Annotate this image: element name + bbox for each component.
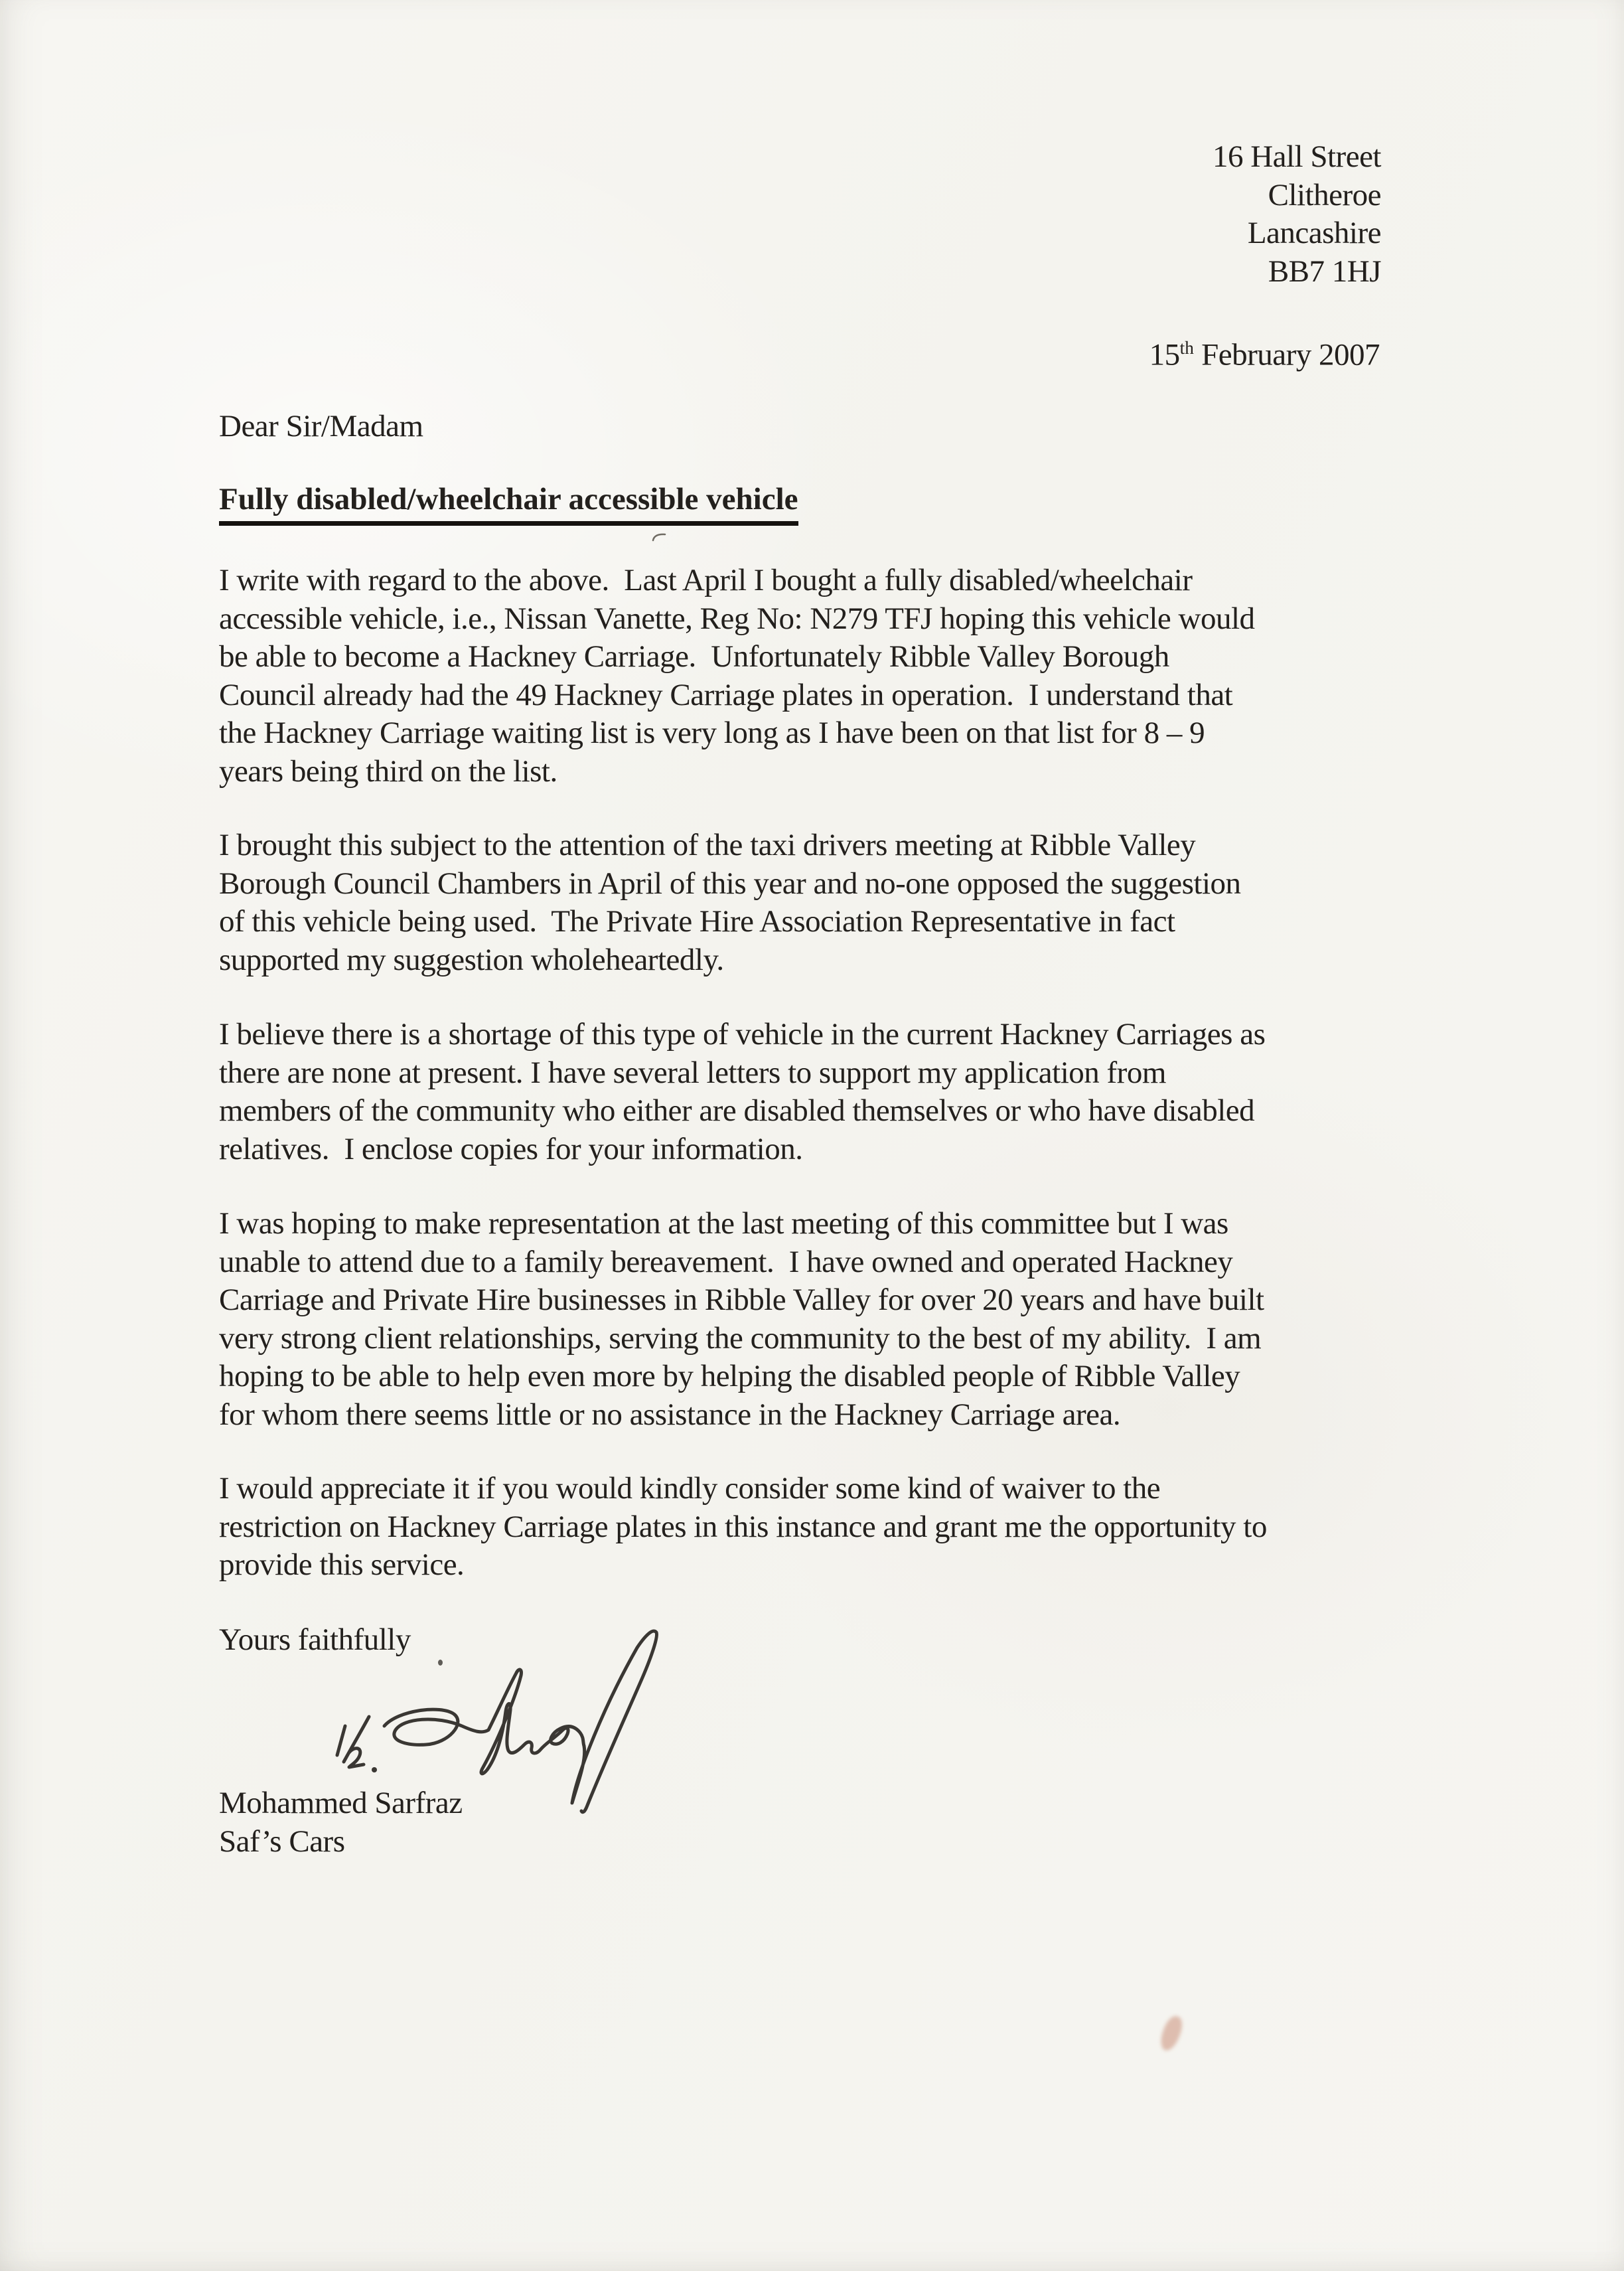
paragraph-line: for whom there seems little or no assistance in the Hackney Carriage area. bbox=[219, 1397, 1121, 1432]
paragraph-line: be able to become a Hackney Carriage. Unfortunately Ribble Valley Borough bbox=[219, 639, 1169, 674]
date-ordinal: th bbox=[1179, 338, 1194, 358]
signature-half-mark bbox=[337, 1717, 377, 1772]
valediction: Yours faithfully bbox=[219, 1622, 411, 1657]
paragraph-line: Council already had the 49 Hackney Carriage plates in operation. I understand that bbox=[219, 677, 1233, 712]
sender-address bbox=[1213, 138, 1381, 291]
paragraph-line: very strong client relationships, serving the community to the best of my ability. I am bbox=[219, 1320, 1262, 1356]
paragraph bbox=[219, 1016, 1265, 1168]
paragraph-line: hoping to be able to help even more by helping the disabled people of Ribble Valley bbox=[219, 1359, 1240, 1393]
subject-line bbox=[219, 481, 798, 526]
paragraph-line: years being third on the list. bbox=[219, 753, 557, 789]
signer-name: Mohammed Sarfraz bbox=[219, 1786, 463, 1820]
paragraph-line: relatives. I enclose copies for your information. bbox=[219, 1131, 803, 1166]
subject-heading: Fully disabled/wheelchair accessible vehicle bbox=[219, 481, 798, 526]
paragraph bbox=[219, 826, 1241, 979]
paragraph-line: I believe there is a shortage of this type of vehicle in the current Hackney Carriages as bbox=[219, 1017, 1266, 1052]
address-line: Lancashire bbox=[1247, 216, 1381, 250]
paragraph-line: I would appreciate it if you would kindly consider some kind of waiver to the bbox=[219, 1471, 1161, 1506]
address-line: 16 Hall Street bbox=[1212, 139, 1381, 174]
date-month-year: February 2007 bbox=[1193, 337, 1380, 372]
paragraph-line: there are none at present. I have several letters to support my application from bbox=[219, 1055, 1166, 1090]
paragraph-line: provide this service. bbox=[219, 1547, 465, 1582]
paragraph-line: I write with regard to the above. Last April I bought a fully disabled/wheelchair bbox=[219, 563, 1193, 597]
paragraph-line: supported my suggestion wholeheartedly. bbox=[219, 942, 724, 977]
address-line: Clitheroe bbox=[1268, 177, 1381, 212]
paragraph-line: the Hackney Carriage waiting list is very long as I have been on that list for 8 – 9 bbox=[219, 716, 1205, 750]
paragraph-line: accessible vehicle, i.e., Nissan Vanette, Reg No: N279 TFJ hoping this vehicle would bbox=[219, 601, 1255, 636]
signer-company: Saf’s Cars bbox=[219, 1824, 345, 1859]
paragraph-line: Borough Council Chambers in April of this year and no-one opposed the suggestion bbox=[219, 866, 1241, 901]
paragraph-line: unable to attend due to a family bereavement. I have owned and operated Hackney bbox=[219, 1244, 1233, 1279]
date-day: 15 bbox=[1149, 337, 1180, 372]
pink-smudge-artifact bbox=[1157, 2013, 1185, 2053]
paragraph-line: I brought this subject to the attention of the taxi drivers meeting at Ribble Valley bbox=[219, 828, 1196, 862]
paragraph-line: restriction on Hackney Carriage plates in this instance and grant me the opportunity to bbox=[219, 1509, 1267, 1544]
signature-block bbox=[219, 1784, 463, 1861]
paragraph-line: of this vehicle being used. The Private Hire Association Representative in fact bbox=[219, 904, 1175, 939]
salutation: Dear Sir/Madam bbox=[219, 409, 423, 443]
paragraph-line: members of the community who either are disabled themselves or who have disabled bbox=[219, 1093, 1255, 1128]
paragraph bbox=[219, 562, 1255, 791]
paragraph bbox=[219, 1205, 1264, 1434]
stray-pen-mark bbox=[652, 531, 668, 543]
letter-date bbox=[1149, 329, 1380, 374]
paragraph-line: I was hoping to make representation at the last meeting of this committee but I was bbox=[219, 1206, 1228, 1241]
paragraph bbox=[219, 1470, 1267, 1585]
paragraph-line: Carriage and Private Hire businesses in Ribble Valley for over 20 years and have built bbox=[219, 1283, 1264, 1317]
address-line: BB7 1HJ bbox=[1268, 254, 1381, 289]
